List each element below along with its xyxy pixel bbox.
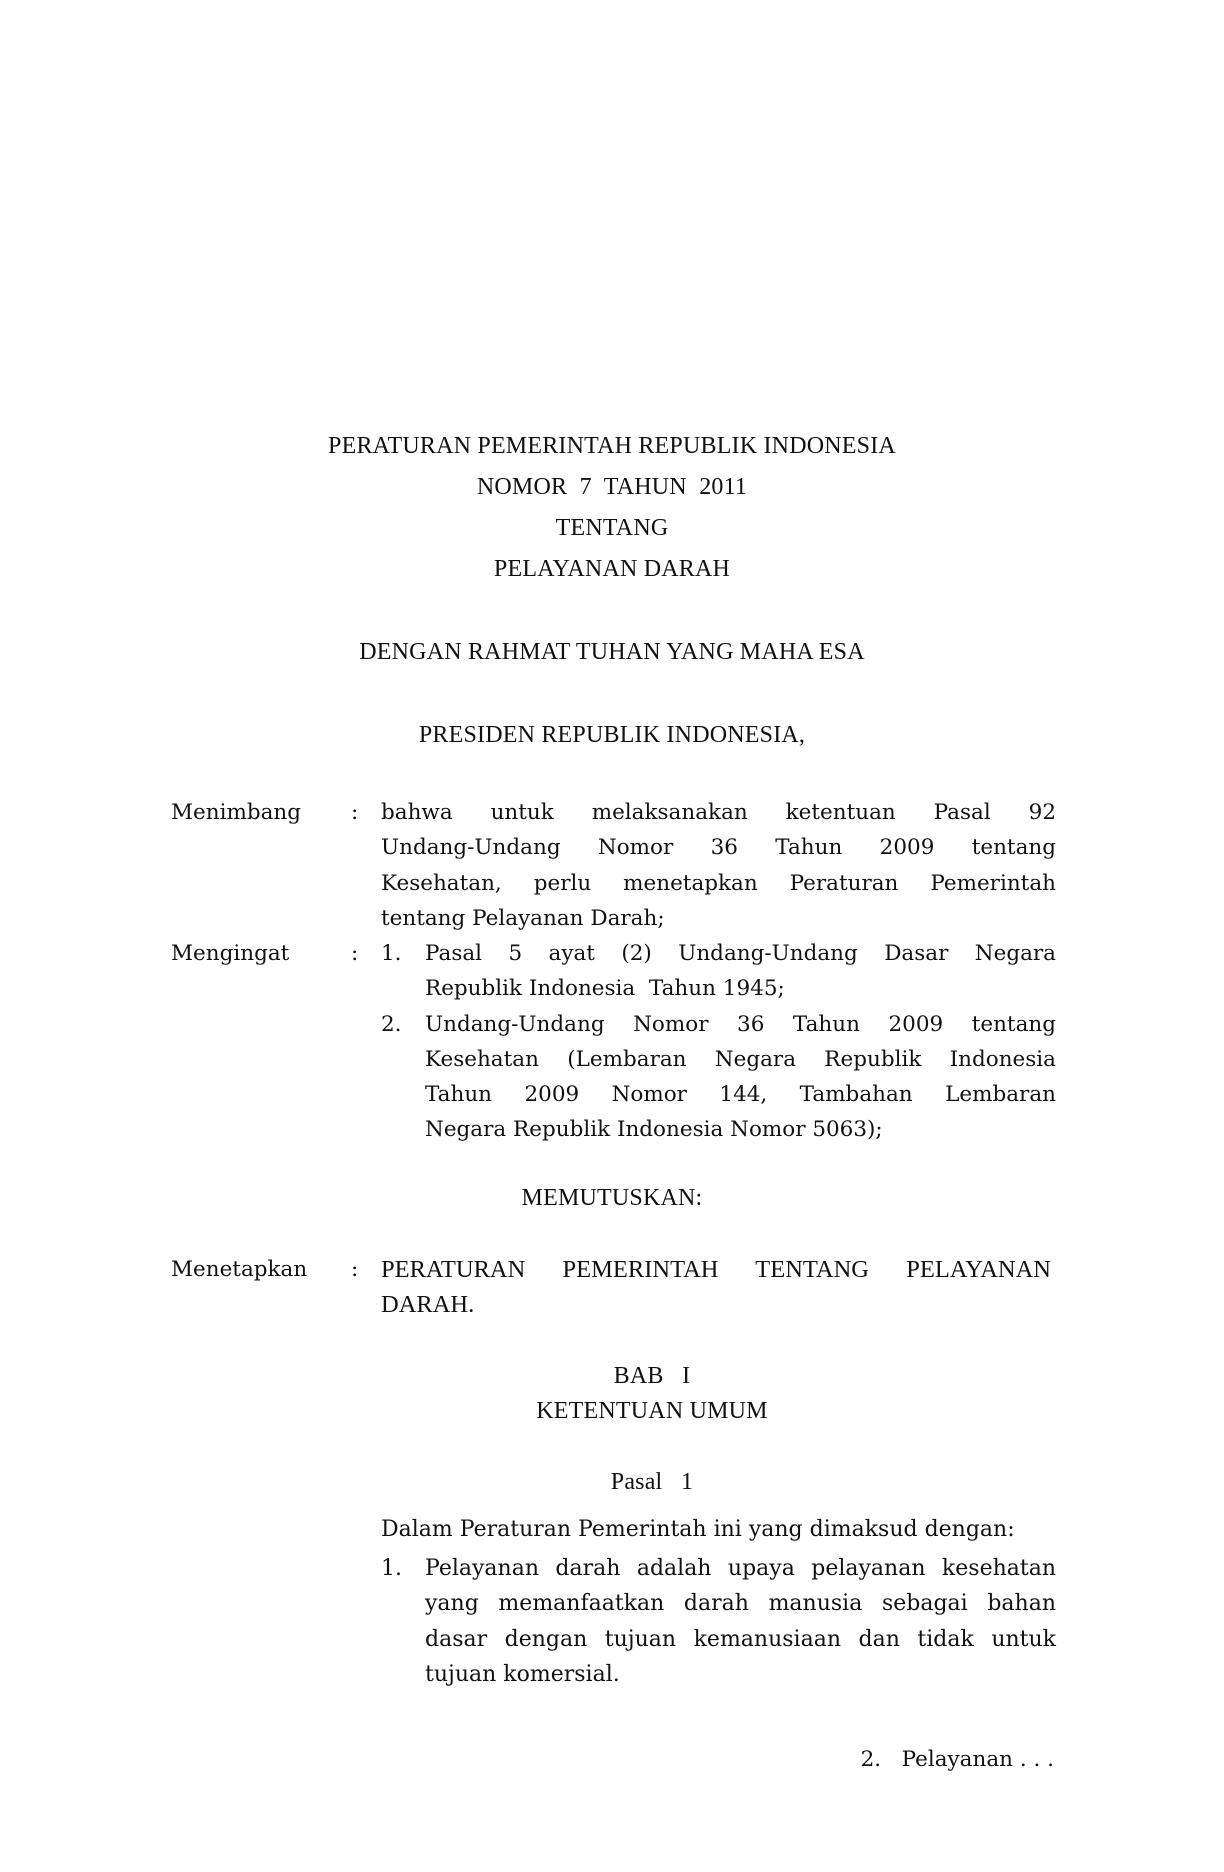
- article-items: [381, 1551, 1056, 1692]
- issuer: PRESIDEN REPUBLIK INDONESIA,: [418, 722, 806, 748]
- doc-number: NOMOR 7 TAHUN 2011: [476, 474, 748, 500]
- menimbang-colon: :: [351, 800, 359, 825]
- chapter-number: BAB I: [613, 1363, 691, 1389]
- item-number: 1.: [381, 941, 402, 966]
- item-line: tujuan komersial.: [425, 1661, 620, 1687]
- item-number: 1.: [381, 1556, 402, 1581]
- item-line: Tahun 2009 Nomor 144, Tambahan Lembaran: [425, 1082, 1056, 1108]
- mengingat-item-2: [381, 1007, 1056, 1148]
- item-number: 2.: [381, 1011, 402, 1037]
- mengingat-item-1: [381, 936, 1056, 1007]
- menetapkan-body: [381, 1252, 1051, 1323]
- menetapkan-colon: :: [351, 1257, 359, 1282]
- item-line: Kesehatan (Lembaran Negara Republik Indonesia: [425, 1046, 1056, 1072]
- mengingat-colon: :: [351, 941, 359, 966]
- item-line: Pasal 5 ayat (2) Undang-Undang Dasar Negara: [425, 941, 1056, 966]
- mengingat-body: [381, 936, 1056, 1148]
- memutuskan-heading: MEMUTUSKAN:: [521, 1185, 703, 1211]
- item-line: Negara Republik Indonesia Nomor 5063);: [425, 1117, 883, 1143]
- mengingat-label: Mengingat: [171, 941, 290, 966]
- article-item-1: [381, 1551, 1056, 1692]
- menimbang-line: bahwa untuk melaksanakan ketentuan Pasal 92: [381, 800, 1056, 825]
- item-line: dasar dengan tujuan kemanusiaan dan tidak untuk: [425, 1626, 1056, 1652]
- article-intro: Dalam Peraturan Pemerintah ini yang dimaksud dengan:: [381, 1517, 1015, 1542]
- chapter-title: KETENTUAN UMUM: [536, 1398, 768, 1424]
- menimbang-line: tentang Pelayanan Darah;: [381, 905, 665, 931]
- menimbang-line: Undang-Undang Nomor 36 Tahun 2009 tentang: [381, 835, 1056, 861]
- article-title: Pasal 1: [610, 1469, 694, 1495]
- page-continuation: 2. Pelayanan . . .: [860, 1747, 1054, 1772]
- doc-title-line1: PERATURAN PEMERINTAH REPUBLIK INDONESIA: [328, 433, 896, 459]
- doc-subject: PELAYANAN DARAH: [493, 556, 731, 582]
- menimbang-line: Kesehatan, perlu menetapkan Peraturan Pemerintah: [381, 870, 1056, 896]
- item-line: yang memanfaatkan darah manusia sebagai bahan: [425, 1591, 1056, 1617]
- invocation: DENGAN RAHMAT TUHAN YANG MAHA ESA: [359, 639, 865, 665]
- doc-title-about: TENTANG: [555, 515, 669, 541]
- menetapkan-label: Menetapkan: [171, 1257, 308, 1282]
- menimbang-label: Menimbang: [171, 800, 302, 825]
- item-line: Pelayanan darah adalah upaya pelayanan kesehatan: [425, 1556, 1056, 1581]
- item-line: Undang-Undang Nomor 36 Tahun 2009 tentang: [425, 1011, 1056, 1037]
- menetapkan-line: DARAH.: [381, 1291, 475, 1319]
- menimbang-body: [381, 795, 1056, 936]
- item-line: Republik Indonesia Tahun 1945;: [425, 976, 785, 1002]
- menetapkan-line: PERATURAN PEMERINTAH TENTANG PELAYANAN: [381, 1256, 1051, 1283]
